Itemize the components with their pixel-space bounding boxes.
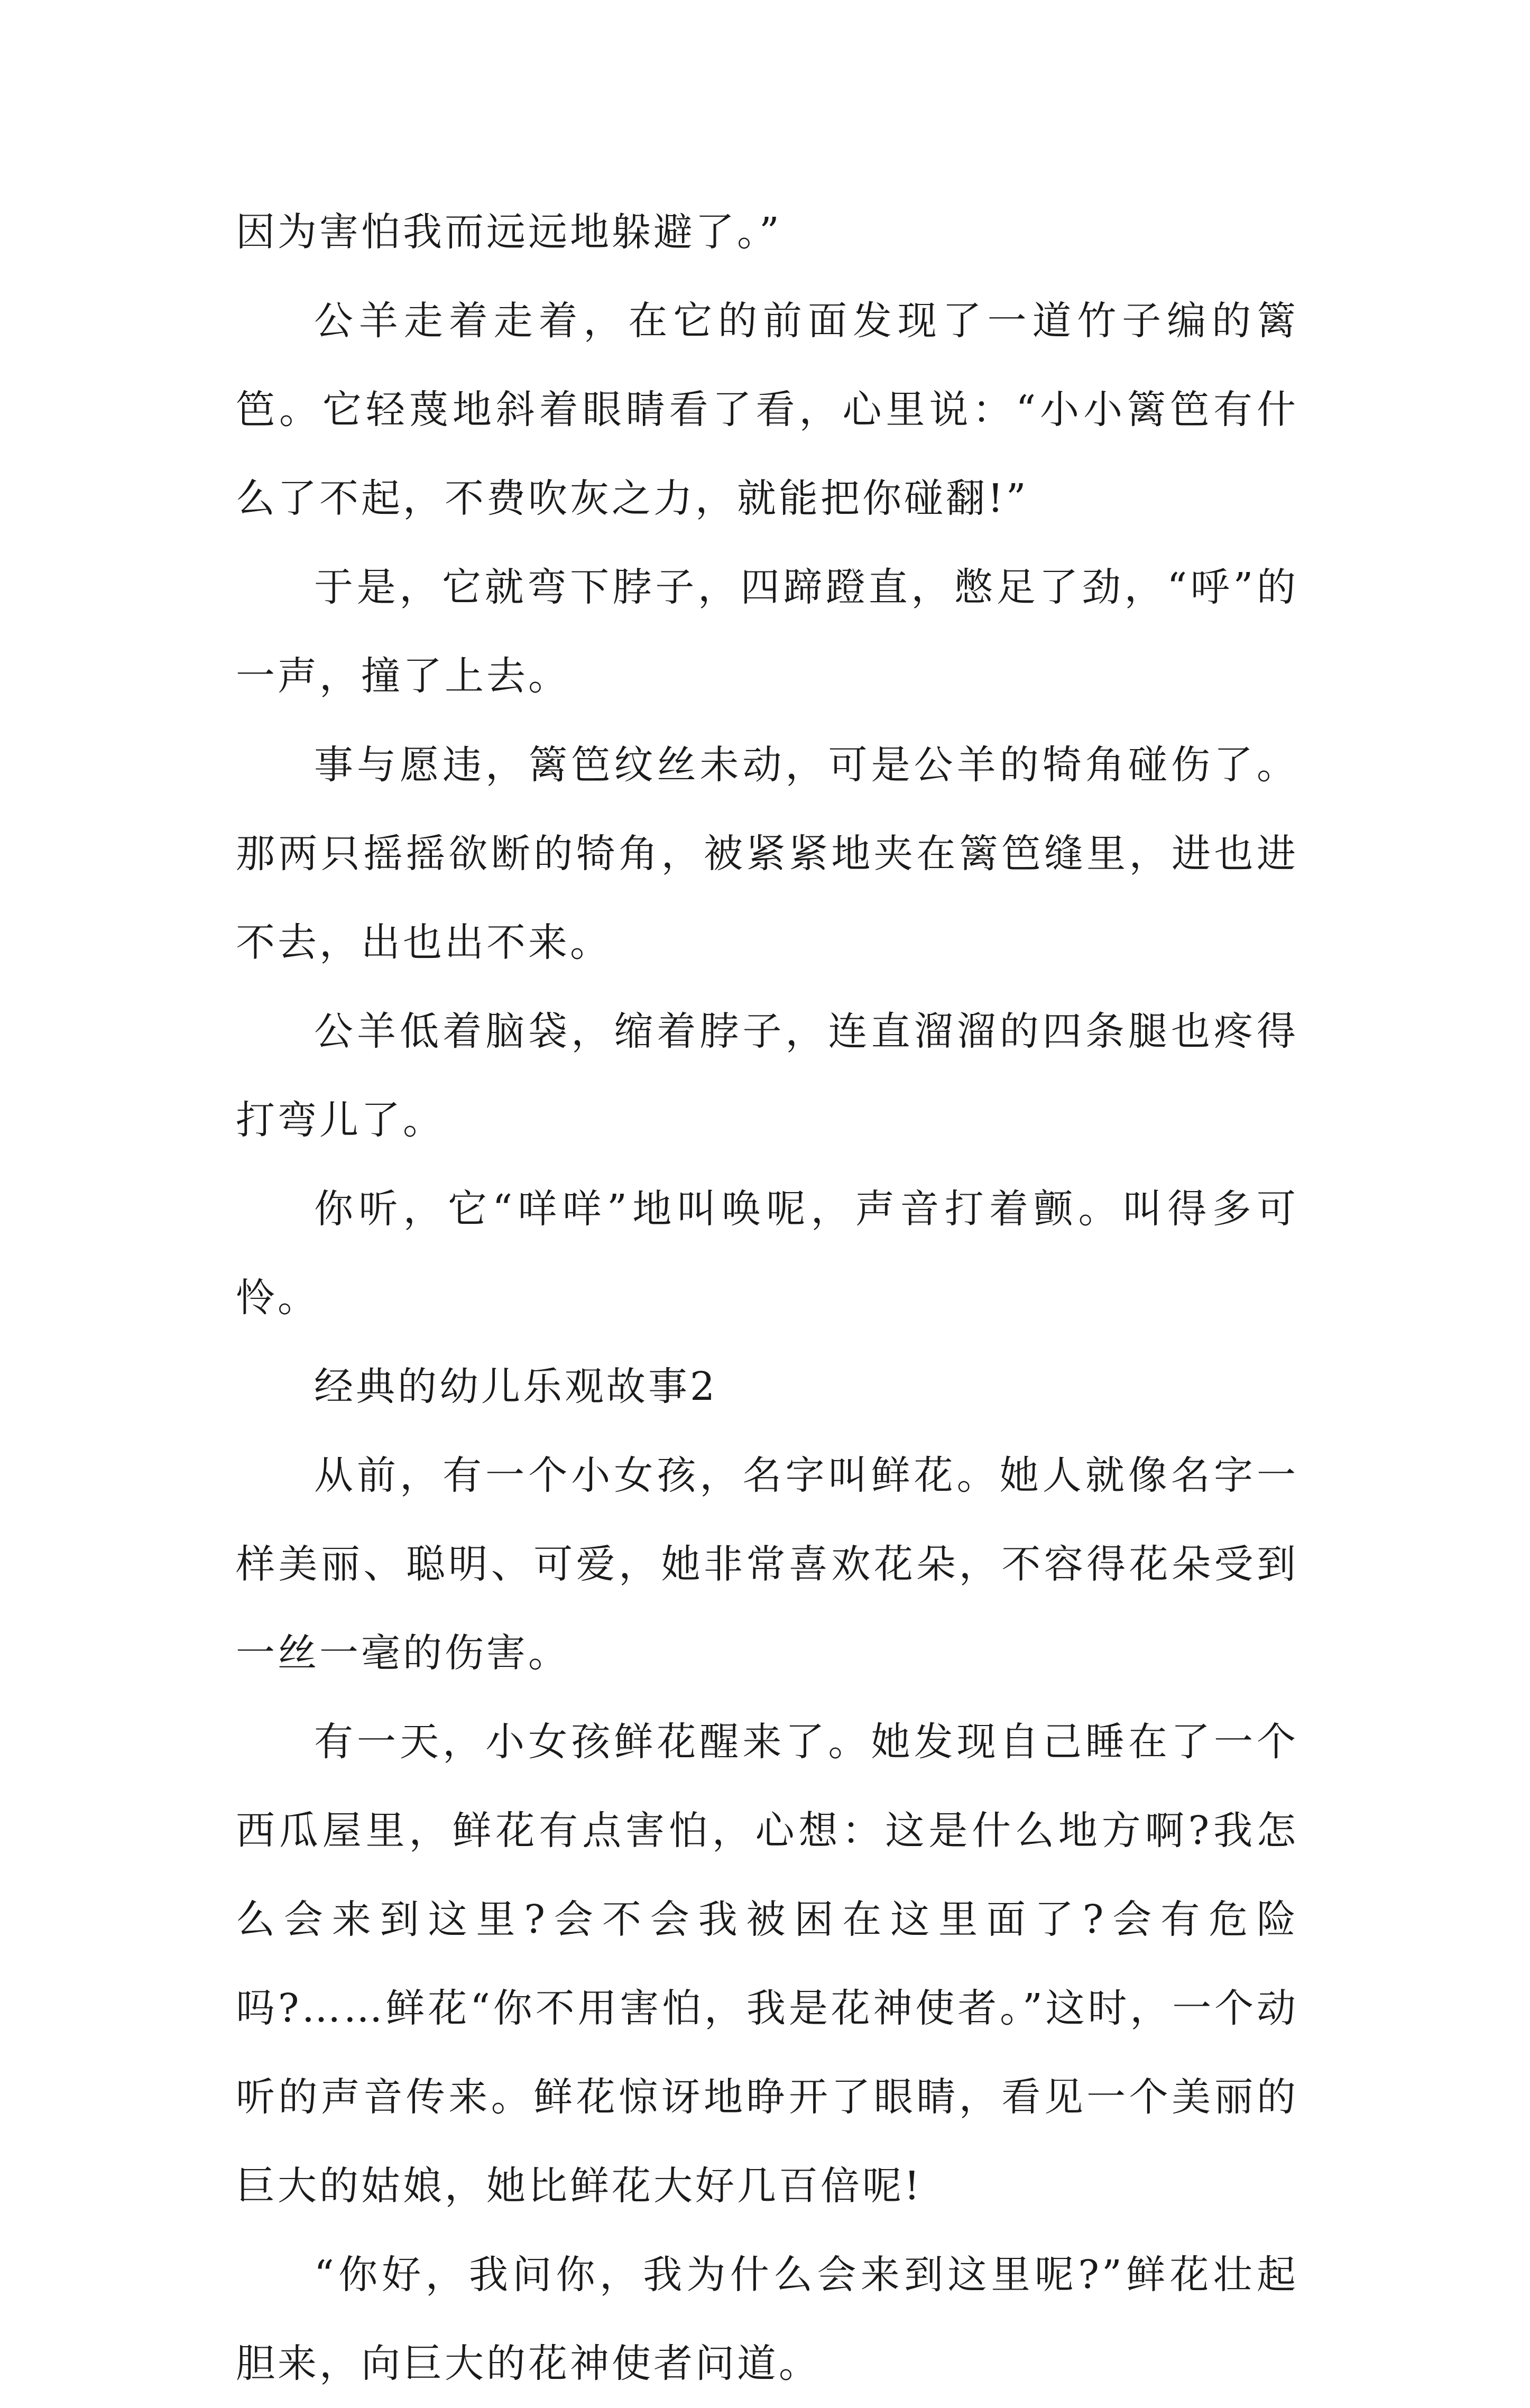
section-heading: 经典的幼儿乐观故事2 — [314, 1364, 718, 1409]
paragraph: “你好，我问你，我为什么会来到这里呢?”鲜花壮起胆来，向巨大的花神使者问道。 — [236, 2252, 1298, 2386]
paragraph: 有一天，小女孩鲜花醒来了。她发现自己睡在了一个西瓜屋里，鲜花有点害怕，心想：这是什么地方啊?我怎么会来到这里?会不会我被困在这里面了?会有危险吗?……鲜花“你不用害怕，我是花神使者。”这时，一个动听的声音传来。鲜花惊讶地睁开了眼睛，看见一个美丽的巨大的姑娘，她比鲜花大好几百倍呢! — [236, 1719, 1298, 2209]
paragraph: 公羊低着脑袋，缩着脖子，连直溜溜的四条腿也疼得打弯儿了。 — [236, 1009, 1298, 1143]
paragraph: 你听，它“咩咩”地叫唤呢，声音打着颤。叫得多可怜。 — [236, 1186, 1298, 1321]
paragraph: 事与愿违，篱笆纹丝未动，可是公羊的犄角碰伤了。那两只摇摇欲断的犄角，被紧紧地夹在篱笆缝里，进也进不去，出也出不来。 — [236, 742, 1298, 965]
paragraph: 公羊走着走着，在它的前面发现了一道竹子编的篱笆。它轻蔑地斜着眼睛看了看，心里说：“小小篱笆有什么了不起，不费吹灰之力，就能把你碰翻!” — [236, 298, 1298, 521]
paragraph: 因为害怕我而远远地躲避了。” — [236, 209, 782, 255]
document-body — [236, 188, 1298, 2408]
paragraph: 于是，它就弯下脖子，四蹄蹬直，憋足了劲，“呼”的一声，撞了上去。 — [236, 565, 1298, 699]
paragraph: 从前，有一个小女孩，名字叫鲜花。她人就像名字一样美丽、聪明、可爱，她非常喜欢花朵，不容得花朵受到一丝一毫的伤害。 — [236, 1453, 1298, 1676]
